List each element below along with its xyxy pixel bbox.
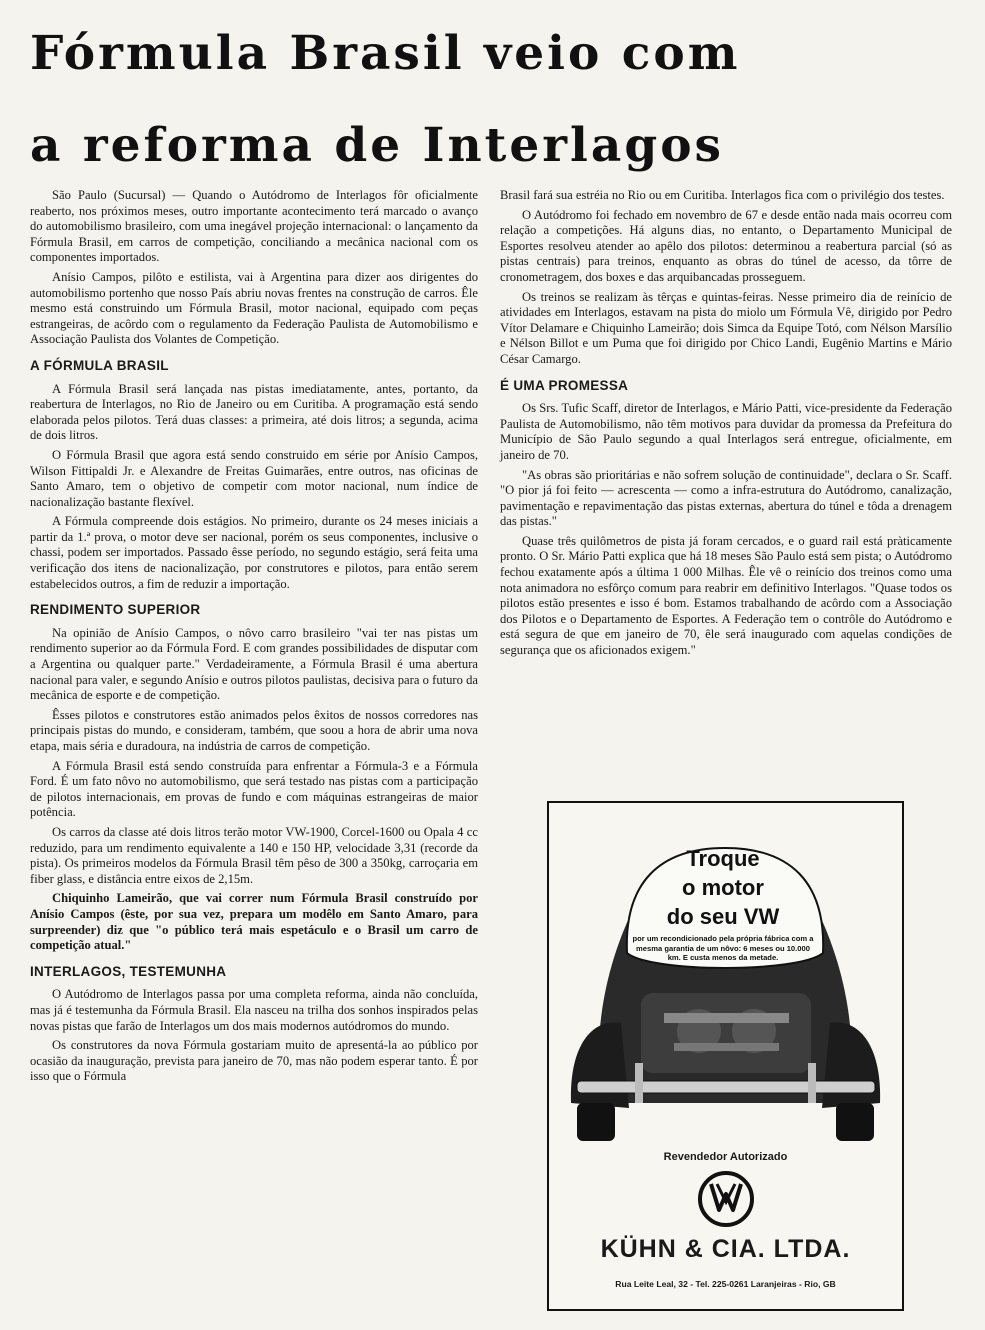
paragraph: Chiquinho Lameirão, que vai correr num Fórmula Brasil construído por Anísio Campos (êste, por sua vez, prepara um modêlo em Santo Amaro, para surpreender) diz que "o público terá mais espetáculo e o Brasil um carro de competição atual." [30, 891, 478, 953]
paragraph: Os Srs. Tufic Scaff, diretor de Interlagos, e Mário Patti, vice-presidente da Federação Paulista de Automobilismo, não têm motivos para duvidar da promessa da Prefeitura do Município de São Paulo segundo a qual Interlagos será entregue, oficialmente, em janeiro de 70. [500, 401, 952, 462]
paragraph: Quase três quilômetros de pista já foram cercados, e o guard rail está pràticamente pronto. O Sr. Mário Patti explica que há 18 meses São Paulo está sem pista; o Autódromo fechou exatamente após a última 1 000 Milhas. Êle vê o reinício dos treinos como uma nota animadora no esfôrço comum para reabrir em definitivo Interlagos. "Quase todos os pilotos estão presentes e isso é bom. Estamos trabalhando de acôrdo com a Associação dos Pilotos e o Departamento de Esportes. A Federação tem o contrôle do Autódromo e está segura de que em janeiro de 70, êle será inaugurado com aquelas condições de segurança que os aficionados exigem." [500, 533, 952, 658]
headline-line-2: a reforma de Interlagos [30, 118, 724, 173]
paragraph: Êsses pilotos e construtores estão animados pelos êxitos de nossos corredores nas principais pistas do mundo, e consideram, também, que soou a hora de abrir uma nova etapa, mais séria e duradoura, na indústria de carros de competição. [30, 707, 478, 753]
ad-message [617, 841, 829, 981]
headline-line-1: Fórmula Brasil veio com [30, 26, 741, 81]
section-heading: É UMA PROMESSA [500, 377, 629, 393]
left-column [30, 188, 478, 1089]
article-headline [30, 8, 960, 192]
dealer-address: Rua Leite Leal, 32 - Tel. 225-0261 Laranjeiras - Rio, GB [615, 1279, 836, 1289]
paragraph: Brasil fará sua estréia no Rio ou em Curitiba. Interlagos fica com o privilégio dos testes. [500, 188, 945, 202]
dealer-company: KÜHN & CIA. LTDA. [600, 1235, 851, 1263]
ad-headline-2: o motor [682, 875, 764, 900]
paragraph: Os treinos se realizam às têrças e quintas-feiras. Nesse primeiro dia de reinício de atividades em Interlagos, estavam na pista do miolo um Fórmula Vê, dirigido por Pedro Vítor Delamare e Chiquinho Lameirão; dois Simca da Equipe Totó, com Nélson Marsílio e Nélson Billot e um Puma que foi dirigido por Chico Landi, Eugênio Martins e Mário César Camargo. [500, 289, 952, 366]
paragraph: A Fórmula Brasil está sendo construída para enfrentar a Fórmula-3 e a Fórmula Ford. É um fato nôvo no automobilismo, que será testado nas pistas com a participação de pilotos internacionais, em provas de fundo e com máquinas estrangeiras de maior potência. [30, 758, 478, 820]
ad-fine-print: por um recondicionado pela própria fábrica com a mesma garantia de um nôvo: 6 meses ou 10.000 km. E custa menos da metade. [632, 934, 814, 963]
paragraph: A Fórmula Brasil será lançada nas pistas imediatamente, antes, portanto, da reabertura de Interlagos, no Rio de Janeiro ou em Curitiba. A programação está sendo elaborada pelos pilotos. Terá duas classes: a primeira, até dois litros; a segunda, acima de dois litros. [30, 381, 478, 443]
ad-headline-1: Troque [686, 846, 760, 871]
dealer-label: Revendedor Autorizado [663, 1151, 788, 1163]
paragraph: Anísio Campos, pilôto e estilista, vai à Argentina para dizer aos dirigentes do automobilismo portenho que nosso País abriu novas frentes na construção de carros. Êle mesmo está construindo um Fórmula Brasil, motor nacional, equipado com peças estrangeiras, de acôrdo com o regulamento da Federação Paulista de Automobilismo e Associação Paulista dos Volantes de Competição. [30, 269, 478, 347]
right-column [500, 188, 952, 663]
section-heading: INTERLAGOS, TESTEMUNHA [30, 963, 227, 979]
paragraph: Os carros da classe até dois litros terão motor VW-1900, Corcel-1600 ou Opala 4 cc reduzido, para um rendimento equivalente a 140 e 150 HP, velocidade 3,31 (recorde da pista). Os primeiros modelos da Fórmula Brasil têm pêso de 300 a 350kg, carroçaria em fiber glass, e distância entre eixos de 2,15m. [30, 824, 478, 886]
section-heading: A FÓRMULA BRASIL [30, 357, 169, 373]
paragraph: O Autódromo de Interlagos passa por uma completa reforma, ainda não concluída, mas já é testemunha da Fórmula Brasil. Ela nasceu na trilha dos sonhos inspirados pelas novas pistas que farão de Interlagos um dos mais modernos autódromos do mundo. [30, 987, 478, 1033]
ad-headline-3: do seu VW [666, 904, 780, 929]
paragraph: O Autódromo foi fechado em novembro de 67 e desde então nada mais ocorreu com relação a competições. Há alguns dias, no entanto, o Departamento Municipal de Esportes resolveu atender ao apêlo dos pilotos: determinou a reabertura parcial (só as pistas centrais) para treinos, enquanto as obras do túnel de acesso, da tôrre de cronometragem, dos boxes e das arquibancadas prosseguem. [500, 207, 952, 284]
paragraph: Os construtores da nova Fórmula gostariam muito de apresentá-la ao público por ocasião da inauguração, prevista para janeiro de 70, mas não podem esperar tanto. É por isso que o Fórmula [30, 1038, 478, 1084]
section-heading: RENDIMENTO SUPERIOR [30, 602, 201, 618]
paragraph: São Paulo (Sucursal) — Quando o Autódromo de Interlagos fôr oficialmente reaberto, nos próximos meses, outro importante acontecimento terá marcado o avanço do automobilismo brasileiro, com uma inegável projeção internacional: o lançamento da Fórmula Brasil, em carros de competição, conciliando a mecânica nacional com os componentes importados. [30, 188, 478, 265]
paragraph: Na opinião de Anísio Campos, o nôvo carro brasileiro "vai ter nas pistas um rendimento superior ao da Fórmula Ford. E com grandes possibilidades de disputar com a Argentina ou qualquer parte." Verdadeiramente, a Fórmula Brasil é uma abertura nacional para valer, e segundo Anísio e outros pilotos paulistas, decisiva para o futuro da mecânica de esporte e de competição. [30, 625, 478, 703]
paragraph: "As obras são prioritárias e não sofrem solução de continuidade", declara o Sr. Scaff. "O pior já foi feito — acrescenta — como a infra-estrutura do Autódromo, canalização, pavimentação e repavimentação das pistas externas, abertura do túnel e tôda a drenagem das pistas." [500, 467, 952, 529]
paragraph: O Fórmula Brasil que agora está sendo construido em série por Anísio Campos, Wilson Fittipaldi Jr. e Alexandre de Freitas Guimarães, entre outros, nas oficinas de Santo Amaro, tem o objetivo de competir com motor nacional, num índice de nacionalização bastante flexível. [30, 447, 478, 509]
paragraph: A Fórmula compreende dois estágios. No primeiro, durante os 24 meses iniciais a partir da 1.ª prova, o motor deve ser nacional, porém os seus componentes, inclusive o chassi, podem ser importados. Passado êsse período, no segundo estágio, será feita uma verificação dos itens de nacionalização, por construtores e pilotos, para então serem estabelecidos outros, a fim de reduzir a importação. [30, 514, 478, 591]
vw-advertisement [547, 801, 904, 1311]
vw-logo-icon [697, 1170, 755, 1228]
